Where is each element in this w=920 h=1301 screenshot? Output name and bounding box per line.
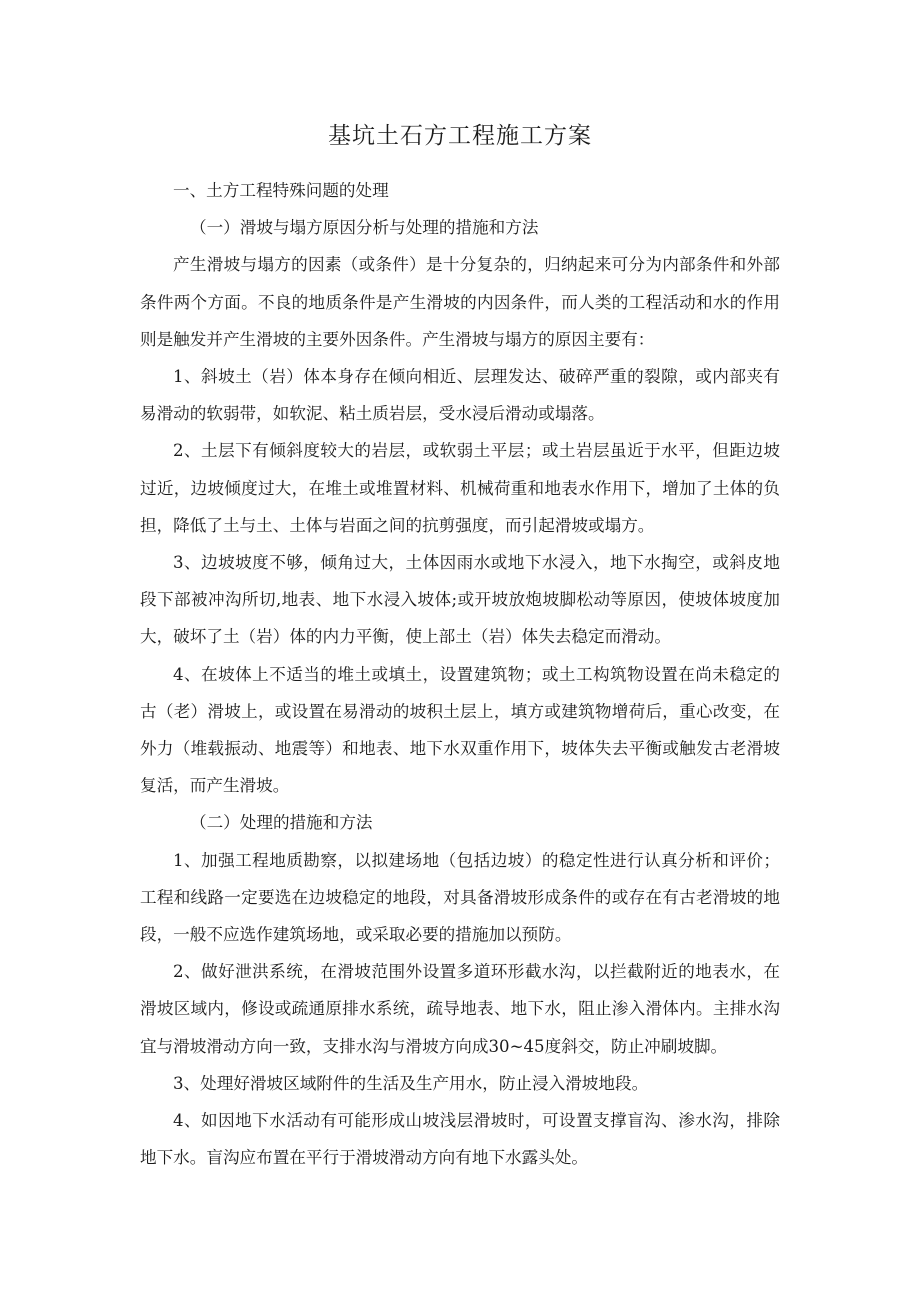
document-title: 基坑土石方工程施工方案 xyxy=(328,123,592,149)
section-2-item-1: 1、加强工程地质勘察，以拟建场地（包括边坡）的稳定性进行认真分析和评价；工程和线路一定要选在边坡稳定的地段，对具备滑坡形成条件的或存在有古老滑坡的地段，一般不应选作建筑场地，或采取必要的措施加以预防。 xyxy=(140,850,780,945)
section-1-item-2: 2、土层下有倾斜度较大的岩层，或软弱土平层；或土岩层虽近于水平，但距边坡过近，边坡倾度过大，在堆土或堆置材料、机械荷重和地表水作用下，增加了土体的负担，降低了土与土、土体与岩面之间的抗剪强度，而引起滑坡或塌方。 xyxy=(140,441,780,535)
heading-level-1: 一、土方工程特殊问题的处理 xyxy=(173,181,389,200)
section-1-item-1: 1、斜坡土（岩）体本身存在倾向相近、层理发达、破碎严重的裂隙，或内部夹有易滑动的软弱带，如软泥、粘土质岩层，受水浸后滑动或塌落。 xyxy=(140,367,780,424)
section-2-item-3: 3、处理好滑坡区域附件的生活及生产用水，防止浸入滑坡地段。 xyxy=(173,1073,649,1093)
section-1-item-4: 4、在坡体上不适当的堆土或填土，设置建筑物；或土工构筑物设置在尚未稳定的古（老）滑坡上，或设置在易滑动的坡积土层上，填方或建筑物增荷后，重心改变，在外力（堆载振动、地震等）和地表、地下水双重作用下，坡体失去平衡或触发古老滑坡复活，而产生滑坡。 xyxy=(140,664,780,796)
section-1-intro: 产生滑坡与塌方的因素（或条件）是十分复杂的，归纳起来可分为内部条件和外部条件两个方面。不良的地质条件是产生滑坡的内因条件，而人类的工程活动和水的作用则是触发并产生滑坡的主要外因条件。产生滑坡与塌方的原因主要有： xyxy=(140,255,780,349)
section-1-item-3: 3、边坡坡度不够，倾角过大，土体因雨水或地下水浸入，地下水掏空，或斜皮地段下部被冲沟所切,地表、地下水浸入坡体;或开坡放炮坡脚松动等原因，使坡体坡度加大，破坏了土（岩）体的内力平衡，使上部土（岩）体失去稳定而滑动。 xyxy=(140,553,780,647)
section-2-item-2: 2、做好泄洪系统，在滑坡范围外设置多道环形截水沟，以拦截附近的地表水，在滑坡区域内，修设或疏通原排水系统，疏导地表、地下水，阻止渗入滑体内。主排水沟宜与滑坡滑动方向一致，支排水沟与滑坡方向成30~45度斜交，防止冲刷坡脚。 xyxy=(140,962,780,1056)
section-2-item-4: 4、如因地下水活动有可能形成山坡浅层滑坡时，可设置支撑盲沟、渗水沟，排除地下水。盲沟应布置在平行于滑坡滑动方向有地下水露头处。 xyxy=(140,1111,780,1168)
section-1-title: （一）滑坡与塌方原因分析与处理的措施和方法 xyxy=(190,218,539,238)
section-2-title: （二）处理的措施和方法 xyxy=(190,813,373,833)
document-body xyxy=(140,172,780,1176)
